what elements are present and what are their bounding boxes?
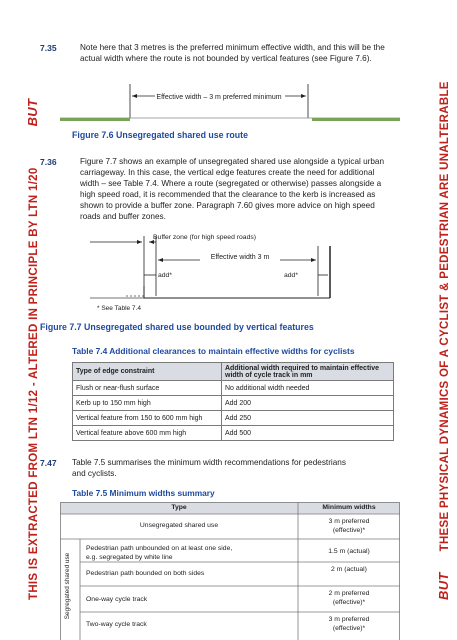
table75-header-width: Minimum widths	[322, 504, 376, 511]
table75-row-width: 1.5 m (actual)	[328, 548, 370, 555]
fig76-label: Effective width – 3 m preferred minimum	[156, 94, 282, 101]
table75-row-type-line: Pedestrian path unbounded on at least one side,	[86, 545, 233, 552]
table-row	[73, 381, 394, 396]
table75-row-width-line: (effective)*	[332, 599, 366, 606]
right-annotation-but: BUT	[436, 572, 451, 600]
fig77-effective-arrow-left	[158, 258, 163, 262]
para-735-number: 7.35	[40, 43, 57, 53]
table-cell: Kerb up to 150 mm high	[73, 396, 222, 411]
left-annotation-text: THIS IS EXTRACTED FROM LTN 1/12 - ALTERED IN PRINCIPLE BY LTN 1/20	[28, 167, 40, 600]
para-736	[80, 156, 410, 222]
fig77-add-left: add*	[158, 272, 172, 279]
fig77-caption: Figure 7.7 Unsegregated shared use bounded by vertical features	[40, 322, 314, 332]
para-747	[72, 457, 412, 479]
table75-row-type-line: e.g. segregated by white line	[86, 554, 173, 561]
para-736-line: shown to provide a buffer zone. Paragraph 7.60 gives more advice on high speed	[80, 201, 375, 210]
fig77-effective-arrow-right	[311, 258, 316, 262]
table75-row-type	[86, 544, 296, 562]
table-header-row	[73, 363, 394, 381]
fig76-verge-right	[312, 118, 400, 121]
table75-row-width-line: 3 m preferred	[328, 616, 370, 623]
table-cell: Flush or near-flush surface	[73, 381, 222, 396]
table75-row1-width	[298, 517, 400, 535]
table-header-cell: Additional width required to maintain effective width of cycle track in mm	[222, 363, 394, 381]
fig77-effective-label: Effective width 3 m	[210, 254, 270, 261]
left-annotation-but: BUT	[25, 98, 40, 127]
table75-row-width-line: 2 m preferred	[328, 590, 370, 597]
table-row	[73, 411, 394, 426]
para-747-number: 7.47	[40, 458, 57, 468]
fig77-note: * See Table 7.4	[97, 305, 141, 312]
para-736-line: Figure 7.7 shows an example of unsegregated shared use alongside a typical urban	[80, 157, 385, 166]
table-cell: Vertical feature above 600 mm high	[73, 426, 222, 441]
table-header-cell: Type of edge constraint	[73, 363, 222, 381]
table-cell: Add 500	[222, 426, 394, 441]
para-747-line: and cyclists.	[72, 469, 117, 478]
table-row	[73, 426, 394, 441]
table-7-5	[60, 502, 400, 640]
fig77-add-right: add*	[284, 272, 298, 279]
para-736-number: 7.36	[40, 157, 57, 167]
left-annotation	[25, 80, 40, 600]
table75-side-label: Segregated shared use	[64, 552, 71, 620]
fig76-caption: Figure 7.6 Unsegregated shared use route	[72, 130, 248, 140]
fig77-buffer-label: Buffer zone (for high speed roads)	[153, 234, 257, 241]
table75-row1-width-line: (effective)*	[332, 527, 366, 534]
figure-7-6	[60, 78, 400, 128]
table75-row-type: Two-way cycle track	[86, 621, 147, 628]
table74-caption: Table 7.4 Additional clearances to maintain effective widths for cyclists	[72, 346, 355, 356]
table75-row-width	[298, 589, 400, 607]
para-735-line: Note here that 3 metres is the preferred minimum effective width, and this will be the	[80, 43, 385, 52]
fig77-buffer-arrowhead-left	[137, 240, 142, 244]
fig76-arrow-right	[301, 94, 306, 98]
table-7-4	[72, 362, 394, 441]
table-cell: Vertical feature from 150 to 600 mm high	[73, 411, 222, 426]
fig76-verge-left	[60, 118, 130, 121]
table75-header-type: Type	[171, 504, 187, 511]
para-736-line: carriageway. In this case, the vertical edge features create the need for additional	[80, 168, 375, 177]
para-735	[80, 42, 410, 64]
table-cell: Add 200	[222, 396, 394, 411]
table75-row-type: One-way cycle track	[86, 596, 148, 603]
fig77-track-surface	[144, 286, 330, 298]
table75-row-type: Pedestrian path bounded on both sides	[86, 570, 205, 577]
para-735-line: actual width where the route is not bounded by vertical features (see Figure 7.6).	[80, 54, 372, 63]
table75-row-width-line: (effective)*	[332, 625, 366, 632]
table-cell: No additional width needed	[222, 381, 394, 396]
figure-7-7	[60, 228, 370, 318]
table75-caption: Table 7.5 Minimum widths summary	[72, 488, 215, 498]
para-736-line: high speed road, it is recommended that the clearance to the kerb is increased as	[80, 190, 376, 199]
right-annotation-text: THESE PHYSICAL DYNAMICS OF A CYCLIST & PEDESTRIAN ARE UNALTERABLE	[439, 81, 451, 552]
para-736-line: width – see Table 7.4. Where a route (segregated or otherwise) passes alongside a	[80, 179, 382, 188]
table75-row-width: 2 m (actual)	[331, 566, 367, 573]
table75-row-width	[298, 615, 400, 633]
right-annotation	[436, 80, 451, 600]
table-cell: Add 250	[222, 411, 394, 426]
table-row	[73, 396, 394, 411]
para-736-line: roads and buffer zones.	[80, 212, 166, 221]
para-747-line: Table 7.5 summarises the minimum width recommendations for pedestrians	[72, 458, 346, 467]
table75-row1-type: Unsegregated shared use	[139, 522, 219, 529]
fig76-arrow-left	[132, 94, 137, 98]
table75-row1-width-line: 3 m preferred	[328, 518, 370, 525]
